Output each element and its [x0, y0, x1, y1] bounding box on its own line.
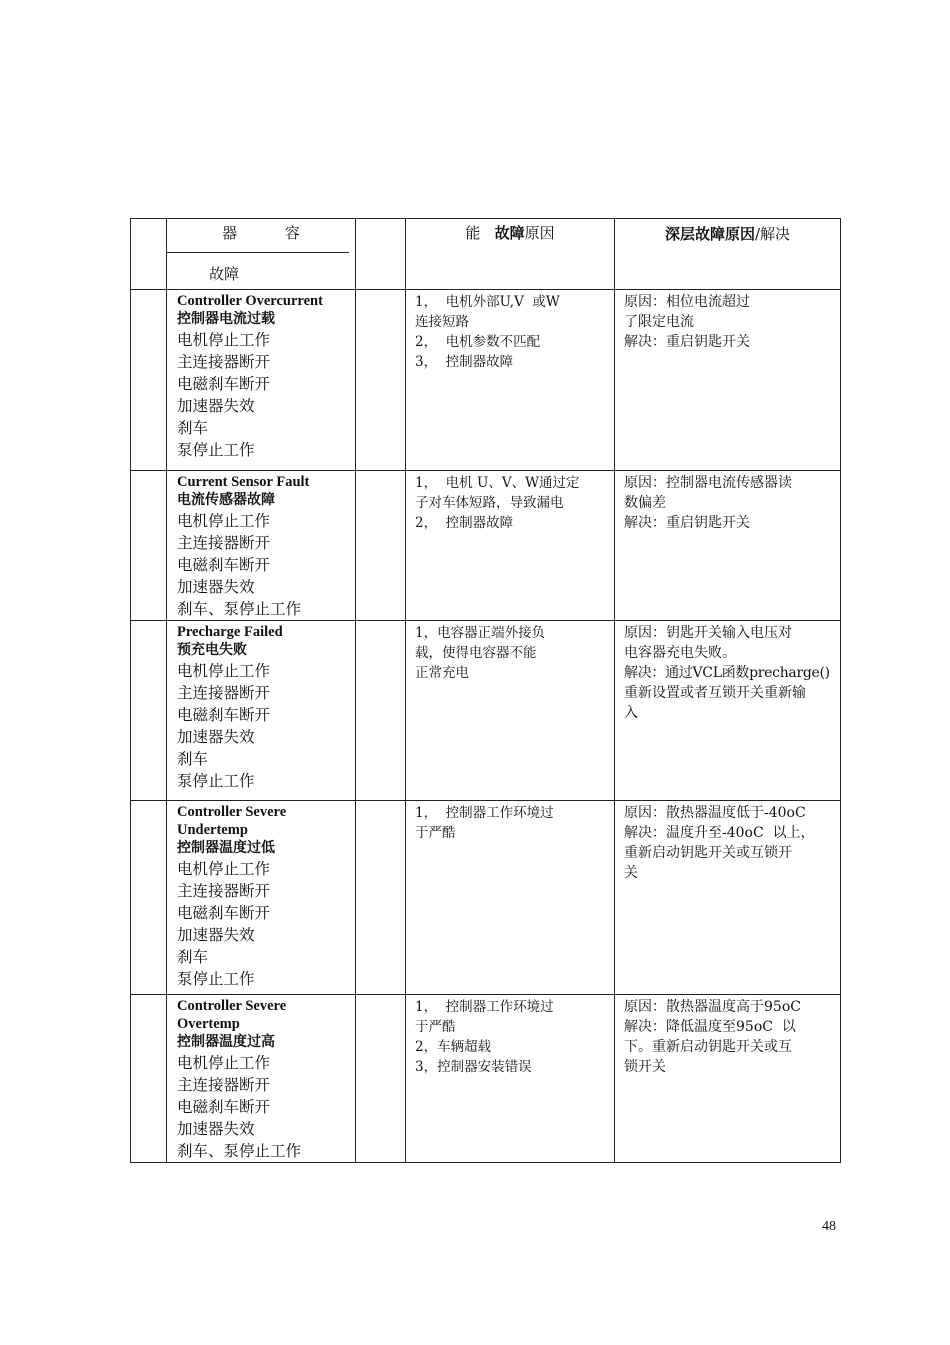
- fault-name: Current Sensor Fault: [177, 474, 310, 490]
- header-fault-cell: [167, 219, 356, 290]
- header-deep-cell: [615, 219, 841, 290]
- deep-line: 解决：重启钥匙开关: [624, 515, 750, 531]
- effect-line: 主连接器断开: [177, 534, 271, 552]
- cause-line: 1， 控制器工作环境过: [415, 805, 554, 821]
- fault-cell: [167, 290, 356, 471]
- effect-line: 电机停止工作: [177, 512, 271, 530]
- deep-line: 下。重新启动钥匙开关或互: [624, 1039, 792, 1055]
- effect-line: 电磁刹车断开: [177, 904, 271, 922]
- cause-line: 于严酷: [415, 825, 456, 841]
- cause-line: 2，车辆超载: [415, 1039, 492, 1055]
- table-row: [131, 471, 841, 621]
- deep-cell: [615, 290, 841, 471]
- effect-line: 泵停止工作: [177, 772, 255, 790]
- header-blank-cell-2: [356, 219, 406, 290]
- deep-line: 了限定电流: [624, 314, 694, 330]
- fault-name-cn: 电流传感器故障: [177, 492, 275, 508]
- header-cause-b: 故障: [494, 224, 525, 242]
- cause-line: 连接短路: [415, 314, 469, 330]
- cause-line: 正常充电: [415, 665, 469, 681]
- deep-line: 解决：温度升至-40oC 以上，: [624, 825, 815, 841]
- cause-line: 子对车体短路，导致漏电: [415, 495, 564, 511]
- deep-line: 电容器充电失败。: [624, 645, 736, 661]
- fault-cell: [167, 621, 356, 801]
- header-fault-bottom: 故障: [209, 265, 240, 283]
- effect-line: 电磁刹车断开: [177, 375, 271, 393]
- effect-line: 电机停止工作: [177, 662, 271, 680]
- cause-line: 1， 电机外部U,V 或W: [415, 294, 560, 310]
- fault-cell: [167, 801, 356, 995]
- effect-line: 泵停止工作: [177, 970, 255, 988]
- effect-line: 电磁刹车断开: [177, 556, 271, 574]
- cause-line: 载，使得电容器不能: [415, 645, 537, 661]
- cause-line: 2， 控制器故障: [415, 515, 514, 531]
- fault-cell: [167, 471, 356, 621]
- cause-cell: [406, 801, 615, 995]
- effect-line: 主连接器断开: [177, 684, 271, 702]
- fault-table: [130, 218, 841, 1163]
- fault-cell: [167, 995, 356, 1163]
- cause-line: 2， 电机参数不匹配: [415, 334, 541, 350]
- effect-line: 刹车、泵停止工作: [177, 600, 302, 618]
- effect-line: 电磁刹车断开: [177, 706, 271, 724]
- fault-name-cn: 控制器电流过载: [177, 311, 275, 327]
- effect-line: 加速器失效: [177, 728, 255, 746]
- deep-line: 重新设置或者互锁开关重新输: [624, 685, 806, 701]
- deep-line: 原因：钥匙开关输入电压对: [624, 625, 792, 641]
- effect-line: 刹车、泵停止工作: [177, 1142, 302, 1160]
- deep-line: 原因：相位电流超过: [624, 294, 750, 310]
- effect-line: 加速器失效: [177, 578, 255, 596]
- deep-line: 原因：散热器温度高于95oC: [624, 999, 801, 1015]
- cause-cell: [406, 621, 615, 801]
- header-blank-cell: [131, 219, 167, 290]
- effect-line: 电机停止工作: [177, 1054, 271, 1072]
- fault-name-cn: 预充电失败: [177, 642, 247, 658]
- effect-line: 电机停止工作: [177, 860, 271, 878]
- deep-cell: [615, 995, 841, 1163]
- effect-line: 加速器失效: [177, 926, 255, 944]
- deep-line: 重新启动钥匙开关或互锁开: [624, 845, 792, 861]
- cause-cell: [406, 290, 615, 471]
- cause-line: 1， 控制器工作环境过: [415, 999, 554, 1015]
- deep-line: 解决：降低温度至95oC 以: [624, 1019, 796, 1035]
- effect-line: 主连接器断开: [177, 882, 271, 900]
- cause-line: 1， 电机 U、V、W通过定: [415, 475, 580, 491]
- deep-line: 原因：散热器温度低于-40oC: [624, 805, 806, 821]
- deep-line: 解决：通过VCL函数precharge(): [624, 665, 830, 681]
- fault-name-cn: 控制器温度过高: [177, 1034, 275, 1050]
- fault-name: Controller Severe Undertemp: [177, 804, 287, 838]
- effect-line: 电磁刹车断开: [177, 1098, 271, 1116]
- deep-line: 原因：控制器电流传感器读: [624, 475, 792, 491]
- effect-line: 加速器失效: [177, 1120, 255, 1138]
- effect-line: 刹车: [177, 419, 209, 437]
- deep-line: 数偏差: [624, 495, 666, 511]
- deep-line: 锁开关: [624, 1059, 666, 1075]
- cause-line: 3，控制器安装错误: [415, 1059, 532, 1075]
- effect-line: 加速器失效: [177, 397, 255, 415]
- header-cause-cell: [406, 219, 615, 290]
- cause-line: 于严酷: [415, 1019, 456, 1035]
- fault-name: Precharge Failed: [177, 624, 283, 640]
- effect-line: 刹车: [177, 750, 209, 768]
- page-number: 48: [822, 1219, 836, 1234]
- table-row: [131, 621, 841, 801]
- effect-line: 主连接器断开: [177, 1076, 271, 1094]
- table-row: [131, 290, 841, 471]
- header-cause-a: 能: [465, 224, 481, 242]
- effect-line: 电机停止工作: [177, 331, 271, 349]
- header-deep-a: 深层故障原因: [664, 225, 755, 243]
- deep-cell: [615, 471, 841, 621]
- table-row: [131, 801, 841, 995]
- cause-cell: [406, 995, 615, 1163]
- header-deep-b: /解决: [754, 225, 791, 243]
- header-fault-top: 器 容: [222, 224, 300, 242]
- header-row: [131, 219, 841, 290]
- cause-cell: [406, 471, 615, 621]
- table-row: [131, 995, 841, 1163]
- effect-line: 主连接器断开: [177, 353, 271, 371]
- fault-name-cn: 控制器温度过低: [177, 840, 275, 856]
- deep-line: 关: [624, 865, 638, 881]
- cause-line: 3， 控制器故障: [415, 354, 514, 370]
- header-cause-c: 原因: [524, 224, 555, 242]
- cause-line: 1，电容器正端外接负: [415, 625, 546, 641]
- effect-line: 泵停止工作: [177, 441, 255, 459]
- deep-cell: [615, 621, 841, 801]
- fault-name: Controller Severe Overtemp: [177, 998, 287, 1032]
- deep-line: 入: [624, 705, 638, 721]
- deep-cell: [615, 801, 841, 995]
- fault-name: Controller Overcurrent: [177, 293, 323, 309]
- effect-line: 刹车: [177, 948, 209, 966]
- deep-line: 解决：重启钥匙开关: [624, 334, 750, 350]
